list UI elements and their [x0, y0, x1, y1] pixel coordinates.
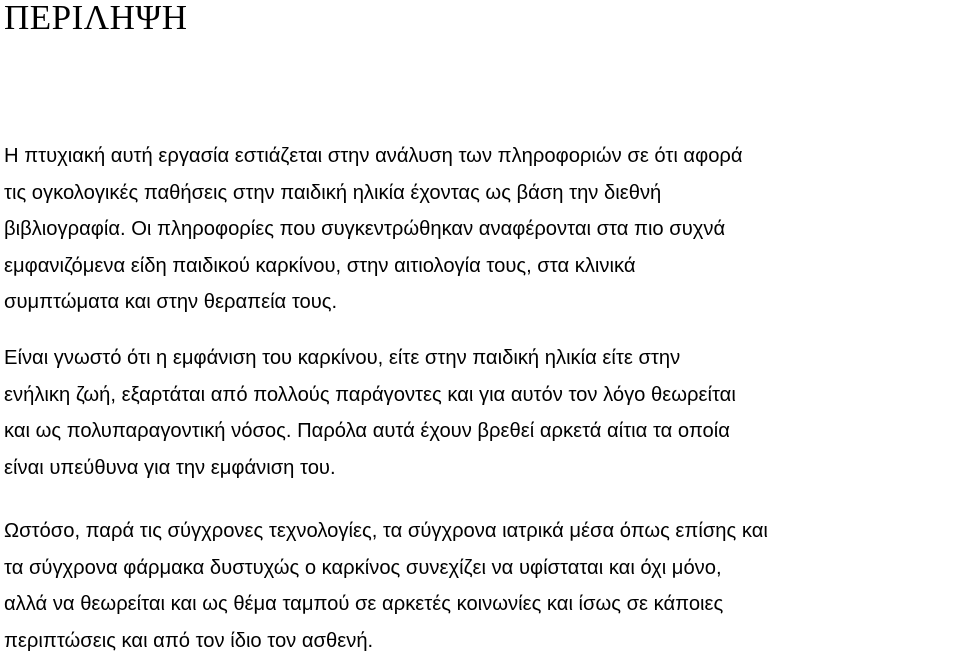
paragraph-line: τα σύγχρονα φάρμακα δυστυχώς ο καρκίνος συνεχίζει να υφίσταται και όχι μόνο, — [4, 550, 768, 587]
paragraph-line: αλλά να θεωρείται και ως θέμα ταμπού σε αρκετές κοινωνίες και ίσως σε κάποιες — [4, 586, 768, 623]
paragraph-line: εμφανιζόμενα είδη παιδικού καρκίνου, στην αιτιολογία τους, στα κλινικά — [4, 248, 743, 285]
abstract-paragraph-2 — [4, 340, 736, 486]
paragraph-line: και ως πολυπαραγοντική νόσος. Παρόλα αυτά έχουν βρεθεί αρκετά αίτια τα οποία — [4, 413, 736, 450]
paragraph-line: συμπτώματα και στην θεραπεία τους. — [4, 284, 743, 321]
paragraph-line: περιπτώσεις και από τον ίδιο τον ασθενή. — [4, 623, 768, 659]
paragraph-line: βιβλιογραφία. Οι πληροφορίες που συγκεντρώθηκαν αναφέρονται στα πιο συχνά — [4, 211, 743, 248]
page-title: ΠΕΡΙΛΗΨΗ — [4, 0, 188, 38]
paragraph-line: Η πτυχιακή αυτή εργασία εστιάζεται στην ανάλυση των πληροφοριών σε ότι αφορά — [4, 138, 743, 175]
paragraph-line: Είναι γνωστό ότι η εμφάνιση του καρκίνου, είτε στην παιδική ηλικία είτε στην — [4, 340, 736, 377]
paragraph-line: Ωστόσο, παρά τις σύγχρονες τεχνολογίες, τα σύγχρονα ιατρικά μέσα όπως επίσης και — [4, 513, 768, 550]
paragraph-line: ενήλικη ζωή, εξαρτάται από πολλούς παράγοντες και για αυτόν τον λόγο θεωρείται — [4, 377, 736, 414]
paragraph-line: είναι υπεύθυνα για την εμφάνιση του. — [4, 450, 736, 487]
paragraph-line: τις ογκολογικές παθήσεις στην παιδική ηλικία έχοντας ως βάση την διεθνή — [4, 175, 743, 212]
abstract-paragraph-3 — [4, 513, 768, 659]
abstract-paragraph-1 — [4, 138, 743, 321]
